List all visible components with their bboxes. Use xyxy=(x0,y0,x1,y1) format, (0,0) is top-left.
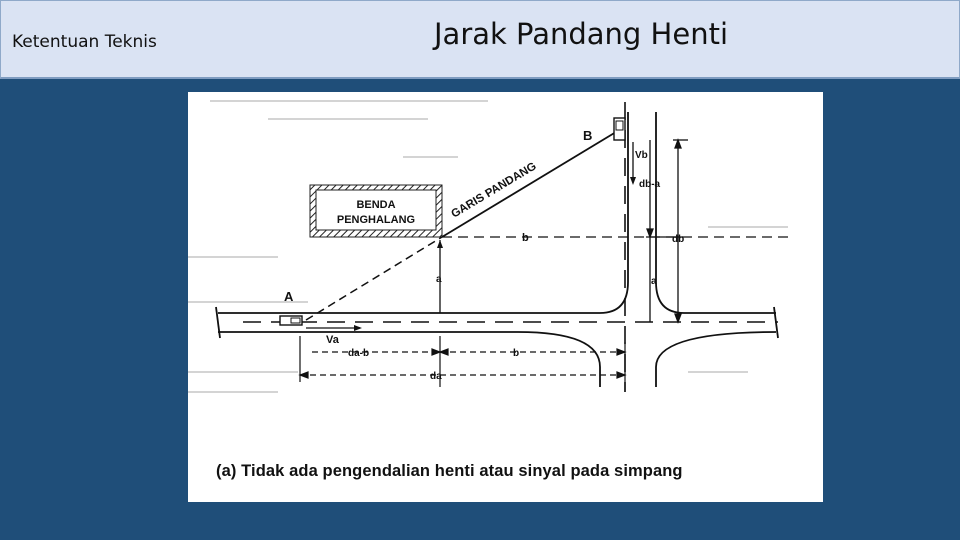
dimension-b-upper xyxy=(442,232,788,244)
dim-b-bottom-label: b xyxy=(513,348,520,359)
vehicle-b xyxy=(583,118,648,185)
dimension-a xyxy=(436,240,443,313)
speed-b-label: Vb xyxy=(635,150,648,161)
scan-noise xyxy=(188,101,788,392)
vehicle-a-label: A xyxy=(284,289,294,304)
dim-db-label: db xyxy=(672,234,685,245)
obstacle-label-line1: BENDA xyxy=(356,199,396,211)
intersection-diagram xyxy=(188,92,823,502)
section-label: Ketentuan Teknis xyxy=(12,32,157,52)
obstacle-label-line2: PENGHALANG xyxy=(336,214,416,226)
vehicle-b-label: B xyxy=(583,128,593,143)
vehicle-a xyxy=(280,289,362,346)
figure-caption: (a) Tidak ada pengendalian henti atau sinyal pada simpang xyxy=(216,462,683,480)
dim-b-upper-label: b xyxy=(522,232,529,244)
dim-da-label: da xyxy=(430,371,442,382)
dim-da-minus-b-label: da-b xyxy=(348,348,370,359)
dim-db-minus-a-label: db-a xyxy=(639,179,661,190)
obstacle-block xyxy=(310,185,442,237)
horizontal-dimensions-bottom xyxy=(300,336,625,392)
sight-line-label: GARIS PANDANG xyxy=(449,160,539,221)
dim-a-label: a xyxy=(436,274,442,285)
dim-a-right-label: a xyxy=(651,276,657,287)
speed-a-label: Va xyxy=(326,334,339,346)
vertical-dimensions-right xyxy=(646,140,688,322)
sight-distance-figure xyxy=(188,92,823,502)
page-title: Jarak Pandang Henti xyxy=(434,17,729,51)
slide-header xyxy=(0,0,960,79)
